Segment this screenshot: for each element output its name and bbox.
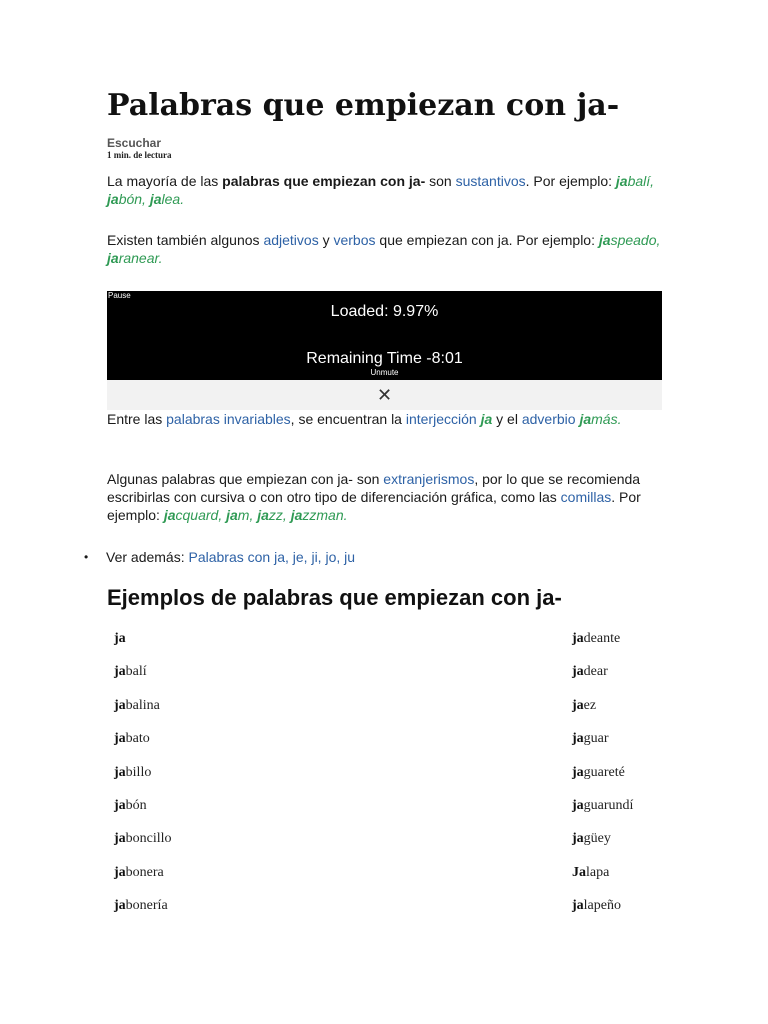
text: Existen también algunos — [107, 232, 264, 248]
audio-player[interactable] — [107, 291, 662, 380]
word-rest: bón — [125, 797, 147, 813]
word-list-right — [572, 629, 633, 930]
list-item — [572, 896, 633, 929]
example-sep: , — [656, 232, 661, 248]
paragraph-invariables — [107, 410, 667, 428]
word-prefix: ja — [114, 664, 126, 680]
example-rest: zzman — [302, 507, 344, 523]
link-adjetivos[interactable]: adjetivos — [263, 232, 319, 248]
word-rest: balí — [125, 664, 147, 680]
example-prefix: ja — [598, 232, 611, 248]
example-prefix: ja — [226, 507, 238, 523]
see-also-item — [88, 548, 355, 566]
section-title: Ejemplos de palabras que empiezan con ja- — [107, 585, 562, 610]
example-prefix: ja — [615, 173, 628, 189]
example-rest: ranear — [118, 250, 159, 266]
list-item — [114, 729, 172, 762]
word-prefix: ja — [114, 898, 126, 914]
word-rest: lapeño — [583, 898, 621, 914]
text: . Por ejemplo: — [525, 173, 616, 189]
example-sep: . — [180, 191, 185, 207]
word-prefix: ja — [572, 764, 584, 780]
text: que empiezan con ja. Por ejemplo: — [375, 232, 599, 248]
example-rest: speado — [610, 232, 657, 248]
link-interjeccion[interactable]: interjección — [405, 411, 477, 427]
word-rest: balina — [125, 697, 160, 713]
example-words — [579, 411, 621, 427]
word-prefix: ja — [114, 864, 126, 880]
pause-button[interactable]: Pause — [108, 291, 131, 300]
text: , se encuentran la — [290, 411, 406, 427]
word-prefix: ja — [114, 631, 126, 646]
text: y el — [492, 411, 522, 427]
link-verbos[interactable]: verbos — [333, 232, 376, 248]
example-rest: m — [237, 507, 250, 523]
example-sep: , — [249, 507, 258, 523]
list-item — [114, 896, 172, 929]
word-rest: guareté — [583, 764, 625, 780]
page-title: Palabras que empiezan con ja- — [107, 88, 620, 123]
link-extranjerismos[interactable]: extranjerismos — [383, 471, 475, 487]
link-palabras-invariables[interactable]: palabras invariables — [166, 411, 291, 427]
reading-time: 1 min. de lectura — [107, 150, 172, 160]
example-prefix: ja — [257, 507, 269, 523]
word-rest: bato — [125, 731, 150, 747]
remaining-time-text: Remaining Time -8:01 — [306, 350, 463, 367]
word-list-left — [114, 629, 172, 930]
word-rest: billo — [125, 764, 152, 780]
link-comillas[interactable]: comillas — [560, 489, 612, 505]
list-item — [114, 829, 172, 862]
example-rest: cquard — [175, 507, 219, 523]
word-rest: ez — [583, 697, 597, 713]
word-prefix: ja — [114, 764, 126, 780]
word-rest: boncillo — [125, 831, 172, 847]
text: La mayoría de las — [107, 173, 223, 189]
close-icon[interactable]: ✕ — [376, 385, 393, 405]
list-item — [572, 829, 633, 862]
list-item — [114, 763, 172, 796]
word-rest: lapa — [586, 864, 610, 880]
word-rest: deante — [583, 631, 621, 646]
word-rest: dear — [583, 664, 608, 680]
listen-button[interactable]: Escuchar — [107, 136, 162, 150]
list-item — [572, 796, 633, 829]
example-prefix: ja — [163, 507, 176, 523]
example-prefix: ja — [107, 191, 119, 207]
text: Algunas palabras que empiezan con ja- son — [107, 471, 384, 487]
example-rest: más — [591, 411, 618, 427]
paragraph-extranjerismos — [107, 470, 667, 524]
example-prefix: ja — [579, 411, 592, 427]
word-prefix: ja — [114, 831, 126, 847]
example-rest: bón — [118, 191, 143, 207]
word-prefix: Ja — [572, 864, 586, 880]
text: , por lo que se recomienda escribirlas con cursiva o con otro tipo de diferenciación gráfica, como las — [107, 471, 641, 505]
example-prefix: ja — [149, 191, 162, 207]
see-also-label: Ver además: — [106, 549, 189, 565]
word-prefix: ja — [114, 797, 126, 813]
list-item — [572, 763, 633, 796]
bold-text: palabras que empiezan con ja- — [222, 173, 426, 189]
example-rest: lea — [161, 191, 181, 207]
example-prefix: ja — [290, 507, 303, 523]
example-rest: zz — [268, 507, 283, 523]
example-sep: . — [617, 411, 622, 427]
word-prefix: ja — [572, 898, 584, 914]
text: y — [318, 232, 334, 248]
word-rest: guarundí — [583, 797, 634, 813]
unmute-button[interactable]: Unmute — [370, 368, 399, 377]
word-rest: bonera — [125, 864, 164, 880]
see-also-list — [88, 548, 355, 566]
example-sep: , — [218, 507, 227, 523]
example-sep: , — [142, 191, 150, 207]
word-prefix: ja — [572, 831, 584, 847]
example-prefix: ja — [480, 411, 493, 427]
word-prefix: ja — [572, 697, 584, 713]
link-sustantivos[interactable]: sustantivos — [455, 173, 526, 189]
list-item — [114, 796, 172, 829]
loaded-progress-text: Loaded: 9.97% — [330, 303, 439, 320]
example-prefix: ja — [107, 250, 119, 266]
list-item — [114, 662, 172, 695]
list-item — [114, 863, 172, 896]
player-close-bar — [107, 380, 662, 410]
example-sep: . — [343, 507, 348, 523]
word-prefix: ja — [572, 797, 584, 813]
word-prefix: ja — [572, 731, 584, 747]
text: . Por ejemplo: — [107, 489, 641, 523]
list-item — [114, 629, 172, 662]
list-item — [572, 729, 633, 762]
example-rest: balí — [627, 173, 651, 189]
link-palabras-con-ja-je-ji-jo-ju[interactable]: Palabras con ja, je, ji, jo, ju — [188, 549, 356, 565]
word-prefix: ja — [572, 631, 584, 646]
list-item — [114, 696, 172, 729]
example-sep: . — [158, 250, 163, 266]
link-adverbio[interactable]: adverbio — [521, 411, 576, 427]
text: son — [425, 173, 456, 189]
word-rest: guar — [583, 731, 609, 747]
example-words — [164, 507, 348, 523]
example-words — [481, 411, 493, 427]
example-sep: , — [650, 173, 655, 189]
list-item — [572, 863, 633, 896]
list-item — [572, 662, 633, 695]
word-prefix: ja — [114, 731, 126, 747]
paragraph-intro — [107, 172, 667, 208]
word-prefix: ja — [114, 697, 126, 713]
paragraph-adjectives — [107, 231, 667, 267]
text: Entre las — [107, 411, 167, 427]
example-sep: , — [282, 507, 291, 523]
list-item — [572, 696, 633, 729]
word-rest: güey — [583, 831, 611, 847]
list-item — [572, 629, 633, 662]
word-rest: bonería — [125, 898, 168, 914]
word-prefix: ja — [572, 664, 584, 680]
